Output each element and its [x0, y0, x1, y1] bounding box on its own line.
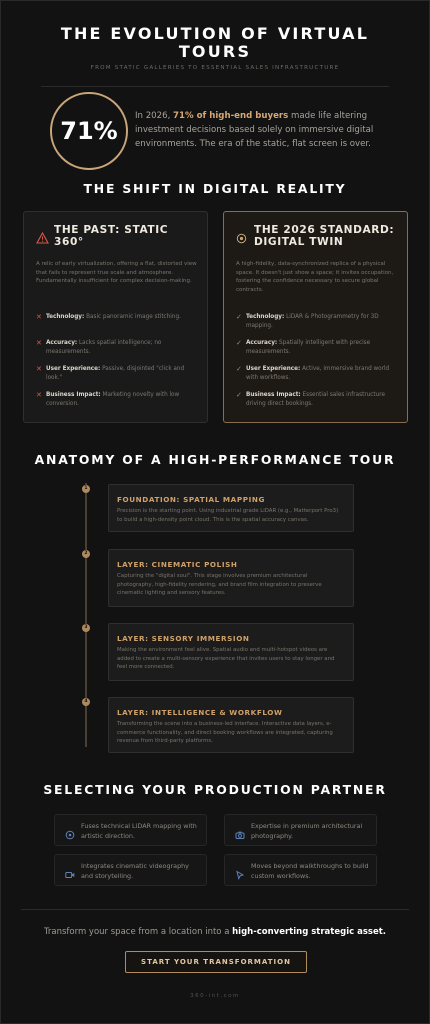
list-item — [236, 391, 399, 417]
camera-icon — [235, 825, 245, 835]
check-icon: ✓ — [236, 313, 242, 321]
page-subtitle: FROM STATIC GALLERIES TO ESSENTIAL SALES INFRASTRUCTURE — [90, 65, 340, 71]
item-text: Lacks spatial intelligence; no measurements. — [46, 340, 162, 355]
cta-text — [21, 927, 409, 937]
step-title: LAYER: CINEMATIC POLISH — [117, 560, 238, 569]
timeline-dot: 3 — [82, 624, 90, 632]
cross-icon: ✕ — [36, 339, 42, 347]
step-description: Making the environment feel alive. Spatial audio and multi-hotspot videos are added to create a multi-sensory experience that invites users to stay longer and feel more connected. — [117, 647, 335, 671]
stat-text-tail: made life altering investment decisions based solely on immersive digital environments. The era of the static, flat screen is over. — [135, 111, 374, 149]
divider — [21, 909, 409, 910]
timeline-dot: 1 — [82, 485, 90, 493]
item-label: Technology: — [46, 314, 85, 320]
step-description: Transforming the scene into a business-led interface. Interactive data layers, e-commerce functionality, and direct booking workflows are integrated, capturing revenue from third-party platforms. — [117, 721, 333, 745]
stat-value: 71% — [60, 117, 118, 145]
item-label: User Experience: — [46, 366, 101, 372]
item-label: Accuracy: — [46, 340, 78, 346]
target-icon — [236, 224, 254, 248]
step-title: LAYER: INTELLIGENCE & WORKFLOW — [117, 708, 283, 717]
item-label: Accuracy: — [246, 340, 278, 346]
timeline-dot: 2 — [82, 550, 90, 558]
partner-text: Fuses technical LiDAR mapping with artistic direction. — [81, 822, 197, 840]
cross-icon: ✕ — [36, 365, 42, 373]
cross-icon: ✕ — [36, 313, 42, 321]
partner-item — [224, 814, 377, 846]
stat-text-lead: In 2026, — [135, 111, 174, 121]
item-label: Technology: — [246, 314, 285, 320]
timeline-line — [85, 483, 87, 747]
stat-highlight: 71% of high-end buyers — [173, 111, 289, 121]
item-label: User Experience: — [246, 366, 301, 372]
check-icon: ✓ — [236, 339, 242, 347]
partner-text: Moves beyond walkthroughs to build custom workflows. — [251, 862, 369, 880]
step-card — [108, 697, 354, 753]
step-description: Capturing the "digital soul". This stage involves premium architectural photography, high-fidelity rendering, and brand film integration to preserve cinematic lighting and sensory features. — [117, 573, 322, 597]
list-item — [36, 391, 199, 417]
page-title: THE EVOLUTION OF VIRTUAL TOURS — [60, 24, 370, 61]
list-item — [36, 313, 199, 339]
partner-heading: SELECTING YOUR PRODUCTION PARTNER — [43, 782, 387, 797]
item-text: Spatially intelligent with precise measurements. — [246, 340, 371, 355]
stat-ring — [50, 92, 128, 170]
standard-card — [223, 211, 408, 423]
list-item — [36, 339, 199, 365]
start-transformation-button[interactable]: START YOUR TRANSFORMATION — [125, 951, 307, 973]
standard-card-list — [236, 313, 399, 417]
step-card — [108, 484, 354, 532]
step-card — [108, 549, 354, 607]
step-description: Precision is the starting point. Using industrial grade LiDAR (e.g., Matterport Pro3) to build a high-density point cloud. This is the spatial accuracy canvas. — [117, 508, 339, 523]
item-text: Basic panoramic image stitching. — [86, 314, 181, 320]
past-card-title: THE PAST: STATIC 360° — [54, 224, 169, 248]
footer-link[interactable]: 360-int.com — [190, 993, 240, 999]
standard-card-description: A high-fidelity, data-synchronized replica of a physical space. It doesn't just show a space; it invites occupation, fostering the confidence necessary to secure global contracts. — [236, 261, 394, 293]
list-item — [236, 365, 399, 391]
stat-text — [135, 109, 385, 151]
partner-item — [224, 854, 377, 886]
step-card — [108, 623, 354, 681]
past-card-description: A relic of early virtualization, offering a flat, distorted view that fails to represent true scale and atmosphere. Fundamentally insufficient for complex decision-making. — [36, 261, 197, 285]
video-icon — [65, 865, 75, 875]
item-text: Passive, disjointed "click and look." — [46, 366, 185, 381]
timeline-dot: 4 — [82, 698, 90, 706]
pointer-icon — [235, 865, 245, 875]
past-card-list — [36, 313, 199, 417]
item-label: Business Impact: — [46, 392, 101, 398]
check-icon: ✓ — [236, 391, 242, 399]
item-text: Marketing novelty with low conversion. — [46, 392, 180, 407]
warning-icon — [36, 224, 54, 248]
step-title: FOUNDATION: SPATIAL MAPPING — [117, 495, 265, 504]
anatomy-heading: ANATOMY OF A HIGH-PERFORMANCE TOUR — [34, 452, 396, 467]
list-item — [36, 365, 199, 391]
item-label: Business Impact: — [246, 392, 301, 398]
item-text: LiDAR & Photogrammetry for 3D mapping. — [246, 314, 379, 329]
partner-text: Integrates cinematic videography and storytelling. — [81, 862, 189, 880]
check-icon: ✓ — [236, 365, 242, 373]
partner-item — [54, 814, 207, 846]
item-text: Essential sales infrastructure driving direct bookings. — [246, 392, 385, 407]
partner-item — [54, 854, 207, 886]
shift-heading: THE SHIFT IN DIGITAL REALITY — [83, 181, 347, 196]
step-title: LAYER: SENSORY IMMERSION — [117, 634, 250, 643]
item-text: Active, immersive brand world with workflows. — [246, 366, 390, 381]
cta-text-lead: Transform your space from a location into a — [43, 927, 233, 937]
list-item — [236, 339, 399, 365]
divider — [41, 86, 389, 87]
cross-icon: ✕ — [36, 391, 42, 399]
list-item — [236, 313, 399, 339]
target-icon — [65, 825, 75, 835]
past-card — [23, 211, 208, 423]
partner-text: Expertise in premium architectural photography. — [251, 822, 363, 840]
cta-highlight: high-converting strategic asset. — [232, 927, 387, 937]
standard-card-title: THE 2026 STANDARD: DIGITAL TWIN — [254, 224, 395, 248]
